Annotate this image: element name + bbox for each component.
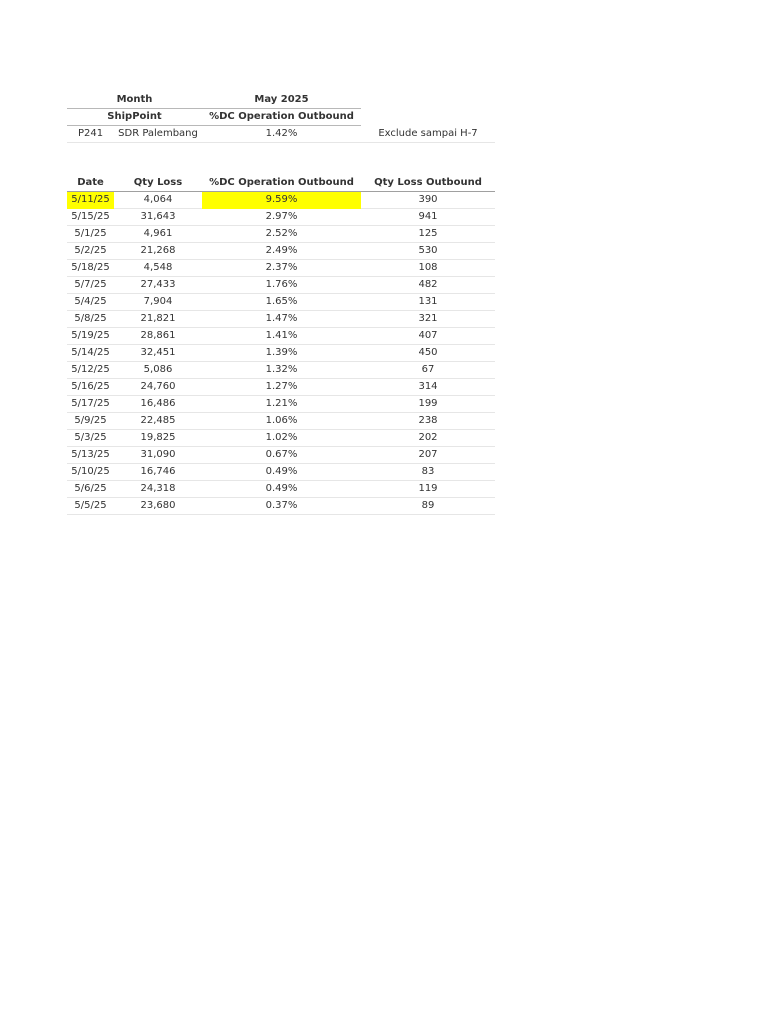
header-date: Date [67, 175, 114, 192]
qty-loss-outbound-cell: 89 [361, 498, 495, 515]
qty-loss-cell: 23,680 [114, 498, 202, 515]
dc-operation-outbound-cell: 2.52% [202, 226, 361, 243]
dc-operation-outbound-cell: 1.32% [202, 362, 361, 379]
qty-loss-cell: 16,486 [114, 396, 202, 413]
detail-header-row [67, 175, 495, 192]
table-row [67, 362, 495, 379]
qty-loss-outbound-cell: 119 [361, 481, 495, 498]
qty-loss-cell: 4,961 [114, 226, 202, 243]
shippoint-code: P241 [67, 126, 114, 143]
date-cell: 5/18/25 [67, 260, 114, 277]
date-cell: 5/13/25 [67, 447, 114, 464]
dc-operation-outbound-cell: 0.37% [202, 498, 361, 515]
table-row [67, 294, 495, 311]
summary-month-row [67, 92, 495, 109]
qty-loss-cell: 24,760 [114, 379, 202, 396]
table-row [67, 481, 495, 498]
qty-loss-outbound-cell: 238 [361, 413, 495, 430]
qty-loss-outbound-cell: 390 [361, 192, 495, 209]
table-row [67, 396, 495, 413]
date-cell: 5/6/25 [67, 481, 114, 498]
dc-operation-outbound-cell: 2.37% [202, 260, 361, 277]
table-row [67, 430, 495, 447]
qty-loss-outbound-cell: 202 [361, 430, 495, 447]
table-row [67, 498, 495, 515]
header-qty-loss: Qty Loss [114, 175, 202, 192]
dc-operation-outbound-cell: 1.02% [202, 430, 361, 447]
blank-cell [361, 109, 495, 126]
date-cell: 5/8/25 [67, 311, 114, 328]
dc-operation-outbound-cell: 1.76% [202, 277, 361, 294]
summary-header-row [67, 109, 495, 126]
date-cell: 5/16/25 [67, 379, 114, 396]
qty-loss-cell: 4,064 [114, 192, 202, 209]
qty-loss-outbound-cell: 941 [361, 209, 495, 226]
date-cell: 5/12/25 [67, 362, 114, 379]
qty-loss-cell: 24,318 [114, 481, 202, 498]
qty-loss-outbound-cell: 321 [361, 311, 495, 328]
date-cell: 5/7/25 [67, 277, 114, 294]
table-row [67, 243, 495, 260]
dc-operation-outbound-cell: 1.47% [202, 311, 361, 328]
dc-operation-outbound-cell: 0.49% [202, 481, 361, 498]
qty-loss-outbound-cell: 482 [361, 277, 495, 294]
date-cell: 5/2/25 [67, 243, 114, 260]
date-cell: 5/3/25 [67, 430, 114, 447]
summary-data-row [67, 126, 495, 143]
date-cell: 5/1/25 [67, 226, 114, 243]
dc-operation-outbound-cell: 2.97% [202, 209, 361, 226]
qty-loss-outbound-cell: 108 [361, 260, 495, 277]
qty-loss-cell: 16,746 [114, 464, 202, 481]
qty-loss-cell: 31,090 [114, 447, 202, 464]
qty-loss-outbound-cell: 83 [361, 464, 495, 481]
dc-operation-outbound-cell: 1.39% [202, 345, 361, 362]
month-label: Month [67, 92, 202, 109]
table-row [67, 328, 495, 345]
date-cell: 5/11/25 [67, 192, 114, 209]
dc-operation-outbound-cell: 9.59% [202, 192, 361, 209]
qty-loss-cell: 5,086 [114, 362, 202, 379]
qty-loss-cell: 22,485 [114, 413, 202, 430]
qty-loss-outbound-cell: 207 [361, 447, 495, 464]
date-cell: 5/4/25 [67, 294, 114, 311]
table-row [67, 311, 495, 328]
table-row [67, 192, 495, 209]
qty-loss-outbound-cell: 407 [361, 328, 495, 345]
qty-loss-cell: 31,643 [114, 209, 202, 226]
qty-loss-cell: 32,451 [114, 345, 202, 362]
qty-loss-cell: 7,904 [114, 294, 202, 311]
metric-label: %DC Operation Outbound [202, 109, 361, 126]
qty-loss-outbound-cell: 125 [361, 226, 495, 243]
summary-note: Exclude sampai H-7 [361, 126, 495, 143]
dc-operation-outbound-cell: 0.49% [202, 464, 361, 481]
date-cell: 5/10/25 [67, 464, 114, 481]
blank-cell [361, 92, 495, 109]
detail-table [67, 175, 495, 515]
qty-loss-outbound-cell: 67 [361, 362, 495, 379]
date-cell: 5/5/25 [67, 498, 114, 515]
dc-operation-outbound-cell: 0.67% [202, 447, 361, 464]
detail-body [67, 192, 495, 515]
qty-loss-outbound-cell: 131 [361, 294, 495, 311]
date-cell: 5/15/25 [67, 209, 114, 226]
qty-loss-outbound-cell: 450 [361, 345, 495, 362]
table-row [67, 379, 495, 396]
table-row [67, 209, 495, 226]
summary-metric-value: 1.42% [202, 126, 361, 143]
qty-loss-cell: 27,433 [114, 277, 202, 294]
table-row [67, 413, 495, 430]
qty-loss-cell: 4,548 [114, 260, 202, 277]
dc-operation-outbound-cell: 1.27% [202, 379, 361, 396]
table-row [67, 447, 495, 464]
qty-loss-outbound-cell: 314 [361, 379, 495, 396]
dc-operation-outbound-cell: 2.49% [202, 243, 361, 260]
dc-operation-outbound-cell: 1.41% [202, 328, 361, 345]
qty-loss-cell: 28,861 [114, 328, 202, 345]
qty-loss-outbound-cell: 199 [361, 396, 495, 413]
qty-loss-cell: 21,821 [114, 311, 202, 328]
date-cell: 5/19/25 [67, 328, 114, 345]
qty-loss-cell: 21,268 [114, 243, 202, 260]
dc-operation-outbound-cell: 1.06% [202, 413, 361, 430]
date-cell: 5/9/25 [67, 413, 114, 430]
header-qty-loss-outbound: Qty Loss Outbound [361, 175, 495, 192]
date-cell: 5/17/25 [67, 396, 114, 413]
dc-operation-outbound-cell: 1.21% [202, 396, 361, 413]
header-dc-operation-outbound: %DC Operation Outbound [202, 175, 361, 192]
date-cell: 5/14/25 [67, 345, 114, 362]
table-row [67, 260, 495, 277]
dc-operation-outbound-cell: 1.65% [202, 294, 361, 311]
table-row [67, 345, 495, 362]
table-row [67, 464, 495, 481]
qty-loss-outbound-cell: 530 [361, 243, 495, 260]
table-row [67, 277, 495, 294]
shippoint-label: ShipPoint [67, 109, 202, 126]
month-value: May 2025 [202, 92, 361, 109]
shippoint-name: SDR Palembang [114, 126, 202, 143]
table-row [67, 226, 495, 243]
qty-loss-cell: 19,825 [114, 430, 202, 447]
summary-table [67, 92, 495, 143]
